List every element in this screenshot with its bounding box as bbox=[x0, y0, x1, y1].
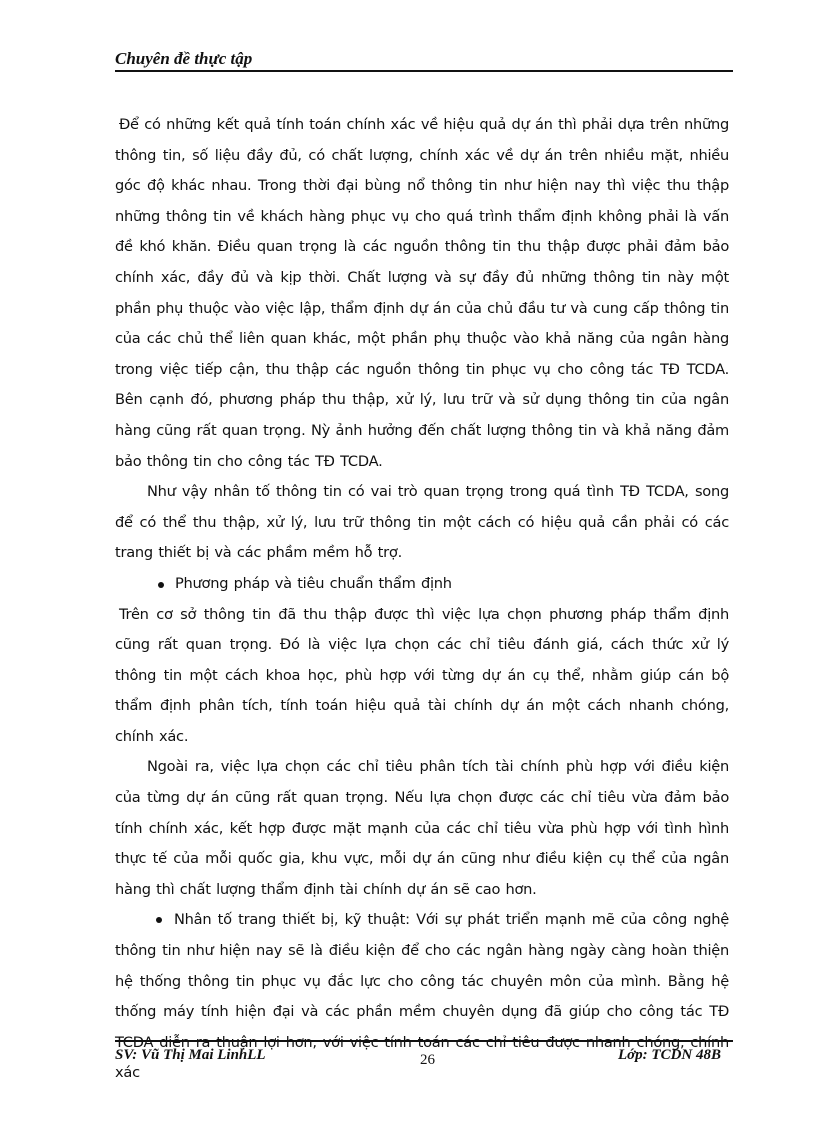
bullet-item-equipment-text: Nhân tố trang thiết bị, kỹ thuật: Với sự phát triển mạnh mẽ của công nghệ thông tin như hiện nay sẽ là điều kiện để cho các ngân hàng ngày càng hoàn thiện hệ thống thông tin phục vụ đắc lực cho công tác chuyên môn của mình. Bằng hệ thống máy tính hiện đại và các phần mềm chuyên dụng đã giúp cho công tác TĐ TCDA diễn ra thuận lợi hơn, với việc tính toán các chỉ tiêu được nhanh chóng, chính xác bbox=[115, 911, 729, 1082]
footer-rule bbox=[115, 1040, 733, 1042]
paragraph-information-sources: Để có những kết quả tính toán chính xác về hiệu quả dự án thì phải dựa trên những thông tin, số liệu đầy đủ, có chất lượng, chính xác về dự án trên nhiều mặt, nhiều góc độ khác nhau. Trong thời đại bùng nổ thông tin như hiện nay thì việc thu thập những thông tin về khách hàng phục vụ cho quá trình thẩm định không phải là vấn đề khó khăn. Điều quan trọng là các nguồn thông tin thu thập được phải đảm bảo chính xác, đầy đủ và kịp thời. Chất lượng và sự đầy đủ những thông tin này một phần phụ thuộc vào việc lập, thẩm định dự án của chủ đầu tư và cung cấp thông tin của các chủ thể liên quan khác, một phần phụ thuộc vào khả năng của ngân hàng trong việc tiếp cận, thu thập các nguồn thông tin phục vụ cho công tác TĐ TCDA. Bên cạnh đó, phương pháp thu thập, xử lý, lưu trữ và sử dụng thông tin của ngân hàng cũng rất quan trọng. Nỳ ảnh hưởng đến chất lượng thông tin và khả năng đảm bảo thông tin cho công tác TĐ TCDA. bbox=[115, 116, 729, 470]
footer-class-label: Lớp: TCDN 48B bbox=[617, 1047, 721, 1063]
document-body bbox=[115, 110, 729, 1089]
paragraph-method-selection: Trên cơ sở thông tin đã thu thập được thì việc lựa chọn phương pháp thẩm định cũng rất quan trọng. Đó là việc lựa chọn các chỉ tiêu đánh giá, cách thức xử lý thông tin một cách khoa học, phù hợp với từng dự án cụ thể, nhằm giúp cán bộ thẩm định phân tích, tính toán hiệu quả tài chính dự án một cách nhanh chóng, chính xác. bbox=[115, 605, 729, 745]
header-rule bbox=[115, 70, 733, 72]
paragraph-information-role: Như vậy nhân tố thông tin có vai trò quan trọng trong quá tình TĐ TCDA, song để có thể thu thập, xử lý, lưu trữ thông tin một cách có hiệu quả cần phải có các trang thiết bị và các phầm mềm hỗ trợ. bbox=[115, 483, 729, 562]
bullet-dot-icon bbox=[158, 582, 164, 588]
footer-student-name: SV: Vũ Thị Mai LinhLL bbox=[115, 1047, 266, 1063]
bullet-dot-icon bbox=[156, 917, 162, 923]
header-title: Chuyên đề thực tập bbox=[115, 49, 253, 68]
page-footer bbox=[115, 1040, 733, 1080]
bullet-item-methods bbox=[115, 569, 729, 600]
paragraph-criteria-selection: Ngoài ra, việc lựa chọn các chỉ tiêu phân tích tài chính phù hợp với điều kiện của từng dự án cũng rất quan trọng. Nếu lựa chọn được các chỉ tiêu vừa đảm bảo tính chính xác, kết hợp được mặt mạnh của các chỉ tiêu vừa phù hợp với tình hình thực tế của mỗi quốc gia, khu vực, mỗi dự án cũng như điều kiện cụ thể của ngân hàng thì chất lượng thẩm định tài chính dự án sẽ cao hơn. bbox=[115, 758, 729, 898]
page-header bbox=[115, 49, 733, 69]
bullet-item-methods-text: Phương pháp và tiêu chuẩn thẩm định bbox=[175, 574, 452, 592]
page-number: 26 bbox=[420, 1052, 435, 1068]
